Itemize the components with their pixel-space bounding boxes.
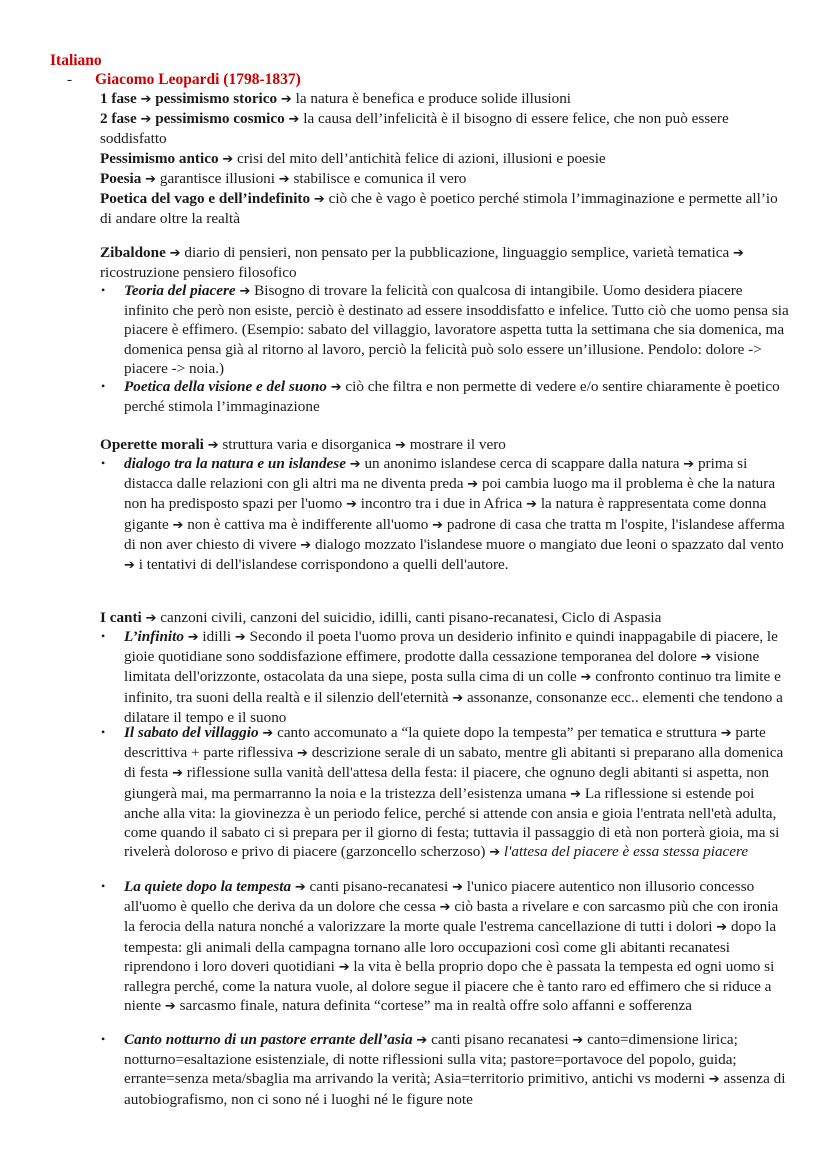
arrow-icon: ➔ [234, 630, 246, 645]
list-item-sabato-villaggio [124, 723, 790, 862]
antico-term: Pessimismo antico [100, 149, 219, 167]
zibaldone-text-a: diario di pensieri, non pensato per la pubblicazione, linguaggio semplice, varietà tematica [184, 244, 730, 261]
poetica-line [100, 189, 790, 228]
arrow-icon: ➔ [145, 171, 157, 187]
canti-section [100, 608, 790, 628]
item-closing: l'attesa del piacere è essa stessa piacere [503, 843, 749, 861]
item-part: idilli [202, 628, 232, 645]
arrow-icon: ➔ [169, 246, 181, 261]
antico-line [100, 149, 790, 169]
item-part: canti pisano recanatesi [431, 1031, 569, 1048]
item-part: la vita è bella proprio dopo che è passata la tempesta ed ogni uomo si rallegra perché, come la natura vuole, al dolore segue il piacere che è tanto raro ed effimero che si riduce a niente [124, 957, 775, 1015]
poetica-text: ciò che è vago è poetico perché stimola l’immaginazione e permette all’io di andare oltre la realtà [100, 190, 778, 228]
item-text: Bisogno di trovare la felicità con qualcosa di intangibile. Uomo desidera piacere infinito che però non esiste, perciò è destinato ad essere insoddisfatto e infelice. Tutto ciò che uomo pensa sia piacere è effimero. (Esempio: sabato del villaggio, lavoratore aspetta tutta la settimana che sia domenica, ma domenica pensa già al ritorno al lavoro, perciò la felicità può solo essere un’illusione. Pendolo: dolore -> piacere -> noia.) [124, 282, 789, 377]
item-part: parte descrittiva + parte riflessiva [124, 724, 766, 762]
arrow-icon: ➔ [733, 246, 744, 261]
arrow-icon: ➔ [346, 497, 357, 513]
arrow-icon: ➔ [239, 284, 251, 299]
arrow-icon: ➔ [164, 999, 176, 1015]
arrow-icon: ➔ [432, 517, 444, 533]
intro-section [100, 89, 790, 228]
item-part: sarcasmo finale, natura definita “cortese” ma in realtà offre solo affanni e sofferenza [179, 997, 692, 1015]
poesia-text-b: stabilisce e comunica il vero [293, 169, 467, 187]
item-title: Canto notturno di un pastore errante dell’asia [124, 1031, 413, 1048]
item-part: incontro tra i due in Africa [360, 495, 523, 513]
arrow-icon: ➔ [489, 845, 501, 861]
item-title: Teoria del piacere [124, 282, 236, 299]
arrow-icon: ➔ [294, 880, 306, 895]
poesia-term: Poesia [100, 169, 142, 187]
item-part: riflessione sulla vanità dell'attesa della festa: il piacere, che ognuno degli abitanti si aspetta, non giungerà mai, ma permarranno la noia e la tristezza dell’esistenza umana [124, 764, 769, 802]
fase2-term: pessimismo cosmico [155, 110, 285, 128]
zibaldone-text-b: ricostruzione pensiero filosofico [100, 264, 297, 282]
item-part: i tentativi di dell'islandese corrispondono a quelli dell'autore. [138, 556, 509, 574]
arrow-icon: ➔ [288, 112, 300, 128]
item-part: canto accomunato a “la quiete dopo la tempesta” per tematica e struttura [277, 724, 717, 741]
arrow-icon: ➔ [262, 726, 274, 741]
list-dash: - [67, 71, 73, 88]
arrow-icon: ➔ [452, 880, 463, 895]
fase1-term: pessimismo storico [155, 90, 278, 107]
arrow-icon: ➔ [278, 171, 290, 187]
canti-text: canzoni civili, canzoni del suicidio, idilli, canti pisano-recanatesi, Ciclo di Aspasia [160, 609, 662, 626]
item-part: canto=dimensione lirica; notturno=esaltazione esistenziale, di notte riflessioni sulla vita; pastore=portavoce del popolo, guida; errante=senza meta/sbaglia ma arrivando la verità; Asia=territorio primitivo, antichi vs moderni [124, 1031, 738, 1088]
list-item-teoria-piacere [124, 281, 790, 378]
list-item-quiete-tempesta [124, 877, 790, 1016]
item-part: confronto continuo tra limite e infinito, tra suoni della realtà e il silenzio dell'eternità [124, 668, 781, 706]
item-part: poi cambia luogo ma il problema è che la natura non ha predisposto spazi per l'uomo [124, 475, 776, 513]
poesia-text-a: garantisce illusioni [159, 169, 275, 187]
arrow-icon: ➔ [330, 380, 342, 395]
fase2-text: la causa dell’infelicità è il bisogno di essere felice, che non può essere soddisfatto [100, 110, 729, 148]
item-part: un anonimo islandese cerca di scappare dalla natura [364, 455, 680, 472]
item-title: Il sabato del villaggio [124, 724, 259, 741]
operette-term: Operette morali [100, 436, 204, 453]
poetica-term: Poetica del vago e dell’indefinito [100, 190, 311, 208]
item-part: La riflessione si estende poi anche alla vita: la giovinezza è un periodo felice, perché si attende con ansia e gioia l'entrata nell'età adulta, come quando il sabato ci si prepara per il giorno di festa; tuttavia il passaggio di età non porterà gioia, ma si rivelerà doloroso e privo di piacere (garzoncello scherzoso) [124, 784, 780, 861]
operette-text-a: struttura varia e disorganica [222, 436, 392, 453]
fase1-text: la natura è benefica e produce solide illusioni [295, 90, 572, 107]
arrow-icon: ➔ [338, 959, 350, 975]
item-part: assonanze, consonanze ecc.. elementi che tendono a dilatare il tempo e il suono [124, 688, 783, 726]
arrow-icon: ➔ [300, 537, 312, 553]
item-title: Poetica della visione e del suono [124, 378, 327, 395]
item-title: L’infinito [124, 628, 184, 645]
arrow-icon: ➔ [720, 726, 732, 741]
arrow-icon: ➔ [416, 1033, 428, 1048]
arrow-icon: ➔ [140, 92, 152, 107]
arrow-icon: ➔ [467, 477, 479, 493]
arrow-icon: ➔ [187, 630, 199, 645]
item-part: ciò basta a rivelare e con sarcasmo più che con ironia la ferocia della natura nonché a valorizzare la morte quale l'estrema cancellazione di tutti i dolori [124, 898, 779, 936]
item-part: padrone di casa che tratta m l'ospite, l'islandese afferma di non aver chiesto di vivere [124, 515, 785, 553]
arrow-icon: ➔ [716, 920, 728, 936]
operette-line [100, 435, 790, 455]
subject-heading: Italiano [50, 52, 102, 69]
arrow-icon: ➔ [395, 438, 406, 453]
antico-text: crisi del mito dell’antichità felice di azioni, illusioni e poesie [237, 149, 606, 167]
item-part: descrizione serale di un sabato, mentre gli abitanti si preparano alla domenica di festa [124, 744, 784, 782]
list-item-poetica-visione [124, 377, 790, 416]
list-item-infinito [124, 627, 790, 727]
arrow-icon: ➔ [145, 611, 157, 626]
arrow-icon: ➔ [439, 900, 451, 916]
item-part: canti pisano-recanatesi [309, 878, 449, 895]
arrow-icon: ➔ [570, 786, 582, 802]
poesia-line [100, 169, 790, 189]
fase2-label: 2 fase [100, 110, 137, 128]
item-part: visione limitata dell'orizzonte, ostacolata da una siepe, posta sulla cima di un colle [124, 648, 760, 686]
arrow-icon: ➔ [700, 650, 712, 666]
arrow-icon: ➔ [526, 497, 538, 513]
list-item-dialogo-islandese [124, 454, 790, 575]
item-part: non è cattiva ma è indifferente all'uomo [187, 515, 429, 533]
item-part: la natura è rappresentata come donna gigante [124, 495, 767, 533]
arrow-icon: ➔ [140, 112, 152, 128]
item-part: Secondo il poeta l'uomo prova un desiderio infinito e quindi inappagabile di piacere, le gioie quotidiane sono soddisfazione effimere, prodotte dalla cessazione temporanea del dolore [124, 628, 778, 666]
canti-term: I canti [100, 609, 142, 626]
item-part: dopo la tempesta: gli animali della campagna tornano alle loro occupazioni così come gli abitanti recanatesi riprendono i loro doveri quotidiani [124, 918, 777, 975]
arrow-icon: ➔ [297, 746, 308, 762]
zibaldone-section [100, 243, 790, 282]
list-item-canto-notturno [124, 1030, 790, 1109]
arrow-icon: ➔ [172, 517, 184, 533]
fase1-label: 1 fase [100, 90, 137, 107]
fase2-line [100, 109, 790, 148]
arrow-icon: ➔ [280, 92, 292, 107]
fase1-line [100, 89, 790, 109]
arrow-icon: ➔ [572, 1033, 584, 1048]
arrow-icon: ➔ [349, 457, 361, 472]
arrow-icon: ➔ [708, 1072, 720, 1088]
arrow-icon: ➔ [172, 766, 183, 782]
item-text: ciò che filtra e non permette di vedere e/o sentire chiaramente è poetico perché stimola l’immaginazione [124, 378, 780, 416]
operette-text-b: mostrare il vero [409, 436, 506, 453]
item-title: La quiete dopo la tempesta [124, 878, 292, 895]
arrow-icon: ➔ [580, 670, 592, 686]
arrow-icon: ➔ [313, 192, 325, 208]
arrow-icon: ➔ [207, 438, 219, 453]
arrow-icon: ➔ [222, 151, 234, 167]
arrow-icon: ➔ [124, 558, 135, 574]
item-part: prima si distacca dalle relazioni con gli altri ma ne diventa preda [124, 455, 748, 493]
canti-line [100, 608, 790, 628]
item-part: dialogo mozzato l'islandese muore o mangiato due leoni o spazzato dal vento [315, 535, 784, 553]
arrow-icon: ➔ [452, 690, 464, 706]
item-part: l'unico piacere autentico non illusorio concesso all'uomo è quello che deriva da un dolore che cessa [124, 878, 755, 916]
operette-section [100, 435, 790, 455]
item-part: assenza di autobiografismo, non ci sono né i luoghi né le figure note [124, 1070, 786, 1108]
author-heading: Giacomo Leopardi (1798-1837) [95, 71, 301, 88]
item-title: dialogo tra la natura e un islandese [124, 455, 346, 472]
arrow-icon: ➔ [683, 457, 695, 472]
zibaldone-term: Zibaldone [100, 244, 166, 261]
zibaldone-line [100, 243, 790, 282]
